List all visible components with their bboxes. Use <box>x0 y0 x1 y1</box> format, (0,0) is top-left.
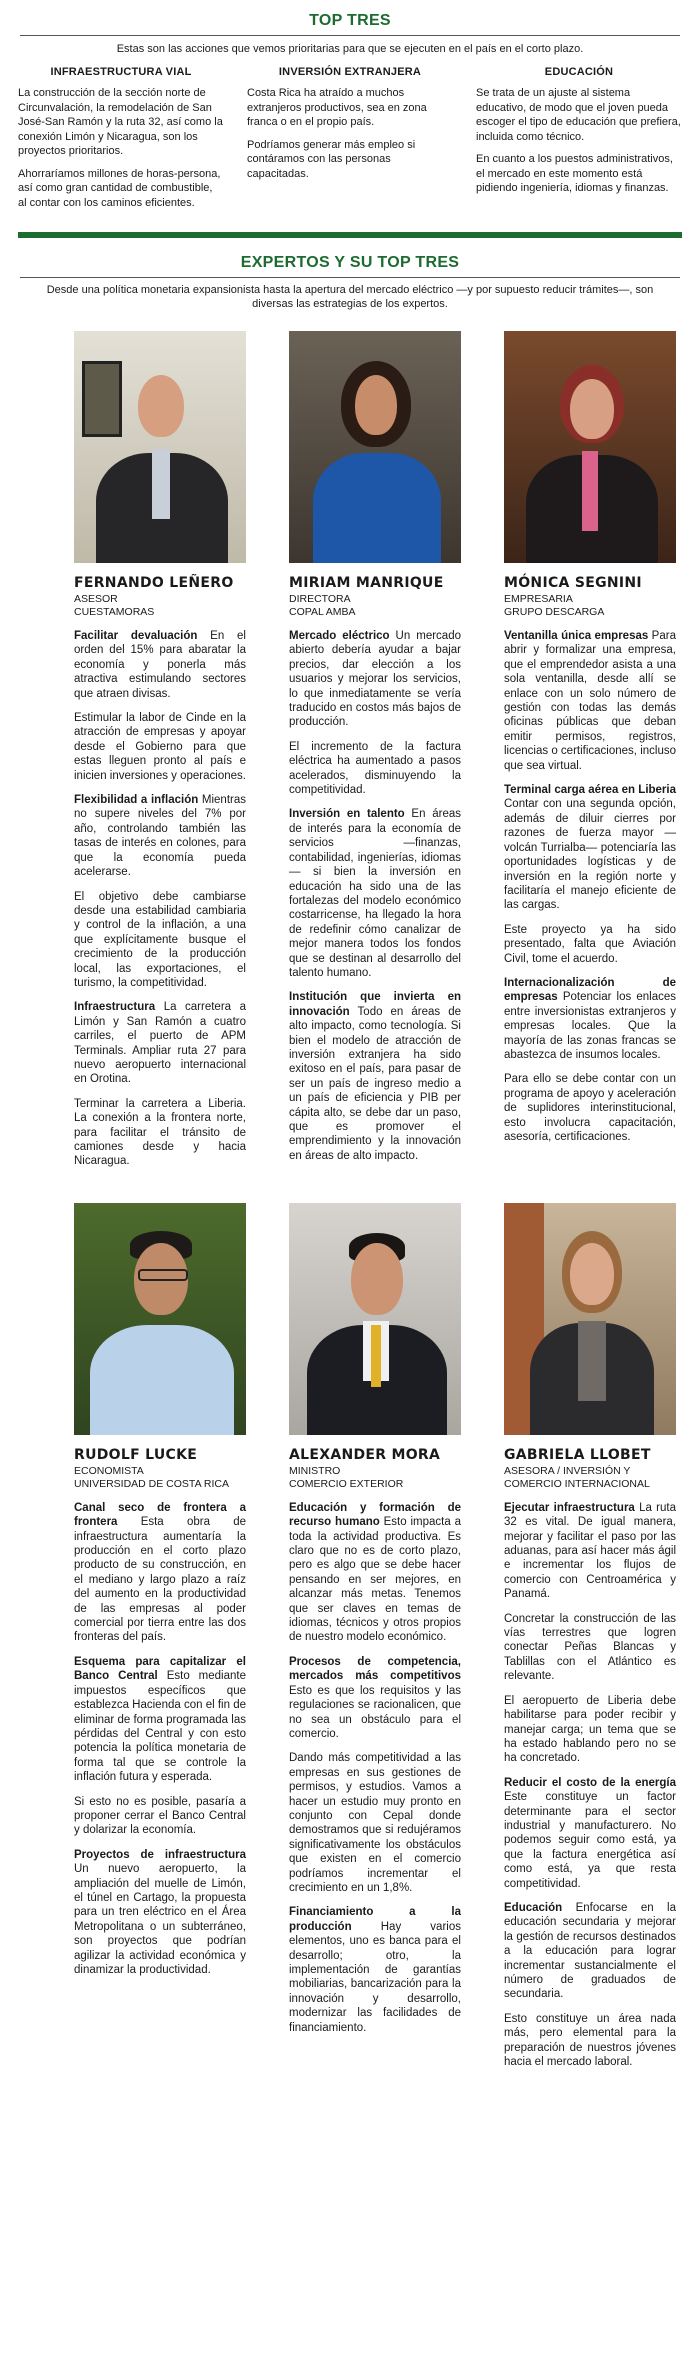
expert-card <box>504 1203 676 2080</box>
column-heading: INFRAESTRUCTURA VIAL <box>50 66 192 78</box>
experts-row-1 <box>0 331 700 1179</box>
expert-card <box>74 1203 246 2080</box>
expert-paragraph: Estimular la labor de Cinde en la atracción de empresas y apoyar desde el Gobierno para que estas lleguen pronto al país e inicien inversiones y operaciones. <box>74 712 246 782</box>
expert-role: DIRECTORA COPAL AMBA <box>289 593 356 618</box>
top-tres-column <box>247 66 453 218</box>
expert-paragraph: Concretar la construcción de las vías terrestres que logren conectar Peñas Blancas y Tablillas con el Atlántico es relevante. <box>504 1612 676 1683</box>
expert-paragraph: Internacionalización de empresas Potenciar los enlaces entre inversionistas extranjeros y empresas locales. Que la mayoría de las zonas francas se abastezca de insumos locales. <box>504 976 676 1061</box>
top-tres-title: TOP TRES <box>309 12 391 29</box>
expert-paragraph: Esto constituye un área nada más, pero elemental para la preparación de nuestros jóvenes hacia el mercado laboral. <box>504 2012 676 2069</box>
expert-photo <box>74 331 246 563</box>
expert-paragraph: Para ello se debe contar con un programa de apoyo y aceleración de suplidores interinstitucional, esto involucra capacitación, asesoría, certificaciones. <box>504 1073 676 1143</box>
expert-paragraph: El aeropuerto de Liberia debe habilitarse para poder recibir y manejar carga; un tema que se ha estado hablando pero no se ha concretado. <box>504 1694 676 1765</box>
expert-paragraph: Educación Enfocarse en la educación secundaria y mejorar la gestión de recursos destinados a la educación para lograr incrementar sustancialmente el número de graduados de secundaria. <box>504 1901 676 2001</box>
wall-picture <box>82 361 122 437</box>
column-paragraph: En cuanto a los puestos administrativos, el mercado en este momento está pidiendo ingeniería, idiomas y finanzas. <box>476 153 673 194</box>
expert-paragraph: Canal seco de frontera a frontera Esta obra de infraestructura aumentaría la producción en el corto plazo producto de su construcción, en el mediano y largo plazo a raíz del aumento en la productividad de las empresas al poder comercial por tierra entre las dos fronteras del país. <box>74 1501 246 1644</box>
expert-paragraph: Reducir el costo de la energía Este constituye un factor determinante para el sector industrial y manufacturero. No podemos seguir como está, ya que la factura energética así como está, ya que resta competitividad. <box>504 1776 676 1890</box>
expert-role: MINISTRO COMERCIO EXTERIOR <box>289 1464 404 1490</box>
expert-paragraph: Mercado eléctrico Un mercado abierto debería ayudar a bajar precios, dar elección a los usuarios y mejorar los servicios, lo que inmediatamente se vería traducido en costos más bajos de producción. <box>289 630 461 729</box>
expert-paragraph: El objetivo debe cambiarse desde una estabilidad cambiaria y control de la inflación, a una que explícitamente busque el crecimiento de la producción local, las exportaciones, el turismo, la competitividad. <box>74 890 246 989</box>
expert-photo <box>74 1203 246 1435</box>
expert-card <box>74 331 246 1179</box>
expert-paragraph: Facilitar devaluación En el orden del 15% para abaratar la economía y ponerla más atractiva estimulando sectores que atraen divisas. <box>74 630 246 700</box>
expert-paragraph: Inversión en talento En áreas de interés para la economía de servicios —finanzas, contabilidad, ingenierías, idiomas— si bien la inversión en educación ha sido una de las fortalezas del modelo económico costarricense, ha llegado la hora de redefinir cómo canalizar de mejor manera todos los fondos que se destinan al desarrollo del talento humano. <box>289 808 461 979</box>
expertos-title: EXPERTOS Y SU TOP TRES <box>240 254 460 271</box>
expert-photo <box>504 331 676 563</box>
expert-paragraph: Ventanilla única empresas Para abrir y formalizar una empresa, que el emprendedor asista a una sola ventanilla, desde allí se enlace con un solo número de gestión con todas las demás oficinas públicas que deban emitir permisos, registros, licencias o certificaciones, incluso que sea virtual. <box>504 630 676 772</box>
expert-paragraph: Infraestructura La carretera a Limón y San Ramón a cuatro carriles, el puerto de APM Terminals. Ampliar ruta 27 para nuevo aeropuerto internacional en Orotina. <box>74 1001 246 1086</box>
column-paragraph: Podríamos generar más empleo si contáramos con las personas capacitadas. <box>247 138 416 180</box>
column-heading: INVERSIÓN EXTRANJERA <box>278 66 422 78</box>
expert-paragraph: Dando más competitividad a las empresas en sus gestiones de permisos, y estudios. Vamos a hacer un estudio muy pronto en conjunto con Cepal donde demostramos que si redujéramos significativamente los obstáculos que existen en el comercio podríamos incrementar el crecimiento en un 1,8%. <box>289 1752 461 1894</box>
expert-paragraph: Flexibilidad a inflación Mientras no supere niveles del 7% por año, controlando también las tasas de interés en colones, para que la economía pueda acelerarse. <box>74 794 246 879</box>
expert-paragraph: Financiamiento a la producción Hay varios elementos, uno es banca para el desarrollo; otro, la implementación de garantías mobiliarias, bancarización para la innovación y desarrollo, modernizar las facilidades de financiamiento. <box>289 1906 461 2034</box>
expert-name: RUDOLF LUCKE <box>74 1446 198 1463</box>
expert-role: EMPRESARIA GRUPO DESCARGA <box>504 593 605 618</box>
expert-paragraph: Ejecutar infraestructura La ruta 32 es vital. De igual manera, mejorar y facilitar el paso por las aduanas, para así hacer más ágil e incrementar los flujos de comercio con Centroamérica y Panamá. <box>504 1501 676 1601</box>
expert-name: FERNANDO LEÑERO <box>74 575 234 591</box>
expert-role: ASESORA / INVERSIÓN Y COMERCIO INTERNACIONAL <box>504 1464 650 1490</box>
expert-card <box>289 1203 461 2080</box>
expert-paragraph: Si esto no es posible, pasaría a proponer cerrar el Banco Central y dolarizar la economía. <box>74 1795 246 1837</box>
column-paragraph: Ahorraríamos millones de horas-persona, así como gran cantidad de combustible, al contar con los caminos eficientes. <box>18 167 221 209</box>
expert-name: MÓNICA SEGNINI <box>504 575 642 591</box>
expert-photo <box>504 1203 676 1435</box>
expert-paragraph: Institución que invierta en innovación Todo en áreas de alto impacto, como tecnología. Si bien el modelo de atracción de inversión extranjera ha sido exitoso en el país, para pasar de ser un país de ingreso medio a un país de eficiencia y PIB per cápita alto, se debe dar un paso, que es promover el emprendimiento y la innovación en áreas de alto impacto. <box>289 991 461 1162</box>
expert-card <box>289 331 461 1179</box>
column-paragraph: Se trata de un ajuste al sistema educativo, de modo que el joven pueda escoger el tipo de educación que prefiera, incluida como técnico. <box>476 87 681 143</box>
expert-name: MIRIAM MANRIQUE <box>289 575 444 591</box>
expert-paragraph: Educación y formación de recurso humano Esto impacta a toda la actividad productiva. Es claro que no es de corto plazo, pero es algo que se debe hacer pensando en ser mejores, en alcanzar más metas. Tenemos que ser claves en temas de idiomas, técnicos y otros propios de nuestro modelo económico. <box>289 1501 461 1644</box>
expert-role: ECONOMISTA UNIVERSIDAD DE COSTA RICA <box>74 1464 229 1490</box>
expertos-intro: Desde una política monetaria expansionista hasta la apertura del mercado eléctrico —y por supuesto reducir trámites—, son diversas las estrategias de los expertos. <box>46 284 654 310</box>
column-paragraph: Costa Rica ha atraído a muchos extranjeros productivos, sea en zona franca o en el propio país. <box>247 87 427 128</box>
expert-role: ASESOR CUESTAMORAS <box>74 593 155 618</box>
expert-paragraph: Este proyecto ya ha sido presentado, falta que Aviación Civil, tome el acuerdo. <box>504 923 676 965</box>
column-paragraph: La construcción de la sección norte de Circunvalación, la remodelación de San José-San Ramón y la ruta 32, así como la conexión Limón y Nicaragua, son los proyectos prioritarios. <box>18 87 223 157</box>
top-tres-columns <box>0 66 700 218</box>
expert-name: ALEXANDER MORA <box>289 1446 441 1463</box>
top-tres-column <box>476 66 682 218</box>
expert-paragraph: El incremento de la factura eléctrica ha aumentado a pasos acelerados, disminuyendo la competitividad. <box>289 740 461 797</box>
expert-paragraph: Terminal carga aérea en Liberia Contar con una segunda opción, además de diluir cierres por razones de fuerza mayor —volcán Turrialba— potenciaría las oportunidades logísticas y de inversión en la región norte y facilitaría el manejo eficiente de las cargas. <box>504 784 676 912</box>
expert-paragraph: Proyectos de infraestructura Un nuevo aeropuerto, la ampliación del muelle de Limón, el túnel en Cartago, la propuesta para un tren eléctrico en el Área Metropolitana o un subterráneo, son proyectos que podrían agilizar la actividad económica y dinamizar la productividad. <box>74 1848 246 1976</box>
top-tres-column <box>18 66 224 218</box>
expert-paragraph: Procesos de competencia, mercados más competitivos Esto es que los requisitos y las regulaciones se racionalicen, que no sea un obstáculo para el comercio. <box>289 1655 461 1740</box>
column-heading: EDUCACIÓN <box>544 66 614 78</box>
expert-name: GABRIELA LLOBET <box>504 1446 651 1463</box>
expert-photo <box>289 1203 461 1435</box>
expert-paragraph: Terminar la carretera a Liberia. La conexión a la frontera norte, para facilitar el tránsito de camiones desde y hacia Nicaragua. <box>74 1097 246 1168</box>
experts-row-2 <box>0 1203 700 2080</box>
expert-photo <box>289 331 461 563</box>
expert-card <box>504 331 676 1179</box>
top-tres-intro: Estas son las acciones que vemos prioritarias para que se ejecuten en el país en el corto plazo. <box>116 43 584 55</box>
expert-paragraph: Esquema para capitalizar el Banco Central Esto mediante impuestos específicos que establezca Hacienda con el fin de eliminar de forma programada las pérdidas del Central y con esto potencia la política monetaria de forma tal que se controle la inflación futura y esperada. <box>74 1655 246 1784</box>
